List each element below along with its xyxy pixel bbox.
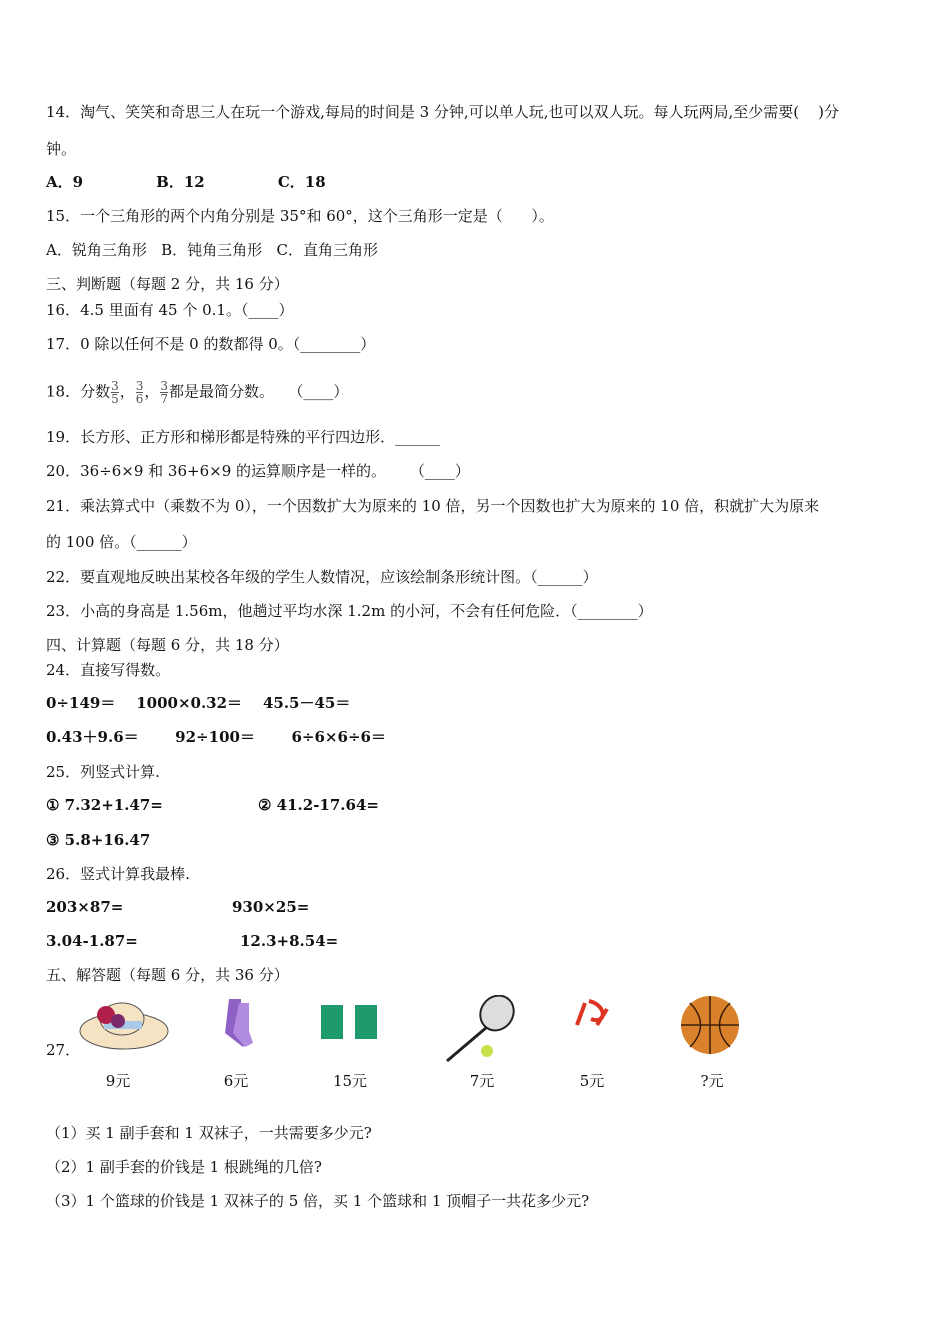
socks-price: 6元 (223, 1072, 249, 1090)
q24-title: 24．直接写得数。 (46, 661, 171, 679)
racket-price: 7元 (469, 1072, 495, 1090)
basketball-price: ?元 (700, 1072, 724, 1090)
section4-heading: 四、计算题（每题 6 分，共 18 分） (46, 636, 289, 654)
jump-rope-price: 5元 (579, 1072, 605, 1090)
q27-number: 27． (46, 1041, 81, 1059)
q17: 17．0 除以任何不是 0 的数都得 0。（________） (46, 335, 376, 353)
q25-c: ③ 5.8+16.47 (46, 831, 151, 849)
q15-options: A．锐角三角形 B．钝角三角形 C．直角三角形 (46, 241, 378, 259)
q21-text-cont: 的 100 倍。（______） (46, 533, 197, 551)
q14-text: 14．淘气、笑笑和奇思三人在玩一个游戏,每局的时间是 3 分钟,可以单人玩,也可以双人玩。每人玩两局,至少需要( )分 (46, 103, 840, 121)
hat-price: 9元 (105, 1072, 131, 1090)
q24-row1: 0÷149＝ 1000×0.32＝ 45.5－45＝ (46, 694, 351, 712)
fraction: $\frac{3}{7}$ (160, 379, 169, 406)
section3-heading: 三、判断题（每题 2 分，共 16 分） (46, 275, 289, 293)
q27-sub2: （2）1 副手套的价钱是 1 根跳绳的几倍? (46, 1158, 322, 1176)
q26-d: 12.3+8.54= (240, 932, 339, 950)
basketball-icon (665, 995, 755, 1055)
q27-sub3: （3）1 个篮球的价钱是 1 双袜子的 5 倍，买 1 个篮球和 1 顶帽子一共花多少元? (46, 1192, 590, 1210)
racket-icon (435, 995, 525, 1065)
q14-options: A．9 B．12 C．18 (46, 173, 326, 191)
q21-text: 21．乘法算式中（乘数不为 0），一个因数扩大为原来的 10 倍，另一个因数也扩大为原来的 10 倍，积就扩大为原来 (46, 497, 820, 515)
q27-sub1: （1）买 1 副手套和 1 双袜子，一共需要多少元? (46, 1124, 372, 1142)
gloves-icon (305, 995, 395, 1045)
q15-text: 15．一个三角形的两个内角分别是 35°和 60°，这个三角形一定是（ ）。 (46, 207, 554, 225)
q26-a: 203×87= (46, 898, 124, 916)
q20: 20．36÷6×9 和 36+6×9 的运算顺序是一样的。 （____） (46, 462, 470, 480)
fraction: $\frac{3}{6}$ (135, 379, 144, 406)
q18: 18．分数 $\frac{3}{5}$ ， $\frac{3}{6}$ ， $\frac{3}{7}$ 都是最简分数。 （____） (46, 379, 349, 406)
q26-title: 26．竖式计算我最棒. (46, 865, 190, 883)
q16: 16．4.5 里面有 45 个 0.1。（____） (46, 301, 294, 319)
q26-b: 930×25= (232, 898, 310, 916)
q26-c: 3.04-1.87= (46, 932, 138, 950)
q14-text-cont: 钟。 (46, 140, 77, 158)
jump-rope-icon (547, 995, 637, 1035)
fraction: $\frac{3}{5}$ (111, 379, 119, 406)
socks-icon (192, 995, 282, 1053)
q19: 19．长方形、正方形和梯形都是特殊的平行四边形．______ (46, 428, 441, 446)
q25-title: 25．列竖式计算. (46, 763, 160, 781)
hat-icon (78, 995, 168, 1055)
q22: 22．要直观地反映出某校各年级的学生人数情况，应该绘制条形统计图。（______） (46, 568, 598, 586)
q18-suffix: 都是最简分数。 （____） (169, 382, 349, 401)
section5-heading: 五、解答题（每题 6 分，共 36 分） (46, 966, 289, 984)
q18-prefix: 18．分数 (46, 382, 111, 401)
gloves-price: 15元 (332, 1072, 368, 1090)
q25-a: ① 7.32+1.47= (46, 796, 163, 814)
q23: 23．小高的身高是 1.56m，他趟过平均水深 1.2m 的小河，不会有任何危险．（________） (46, 602, 653, 620)
q25-b: ② 41.2-17.64= (258, 796, 379, 814)
q24-row2: 0.43＋9.6＝ 92÷100＝ 6÷6×6÷6＝ (46, 728, 386, 746)
